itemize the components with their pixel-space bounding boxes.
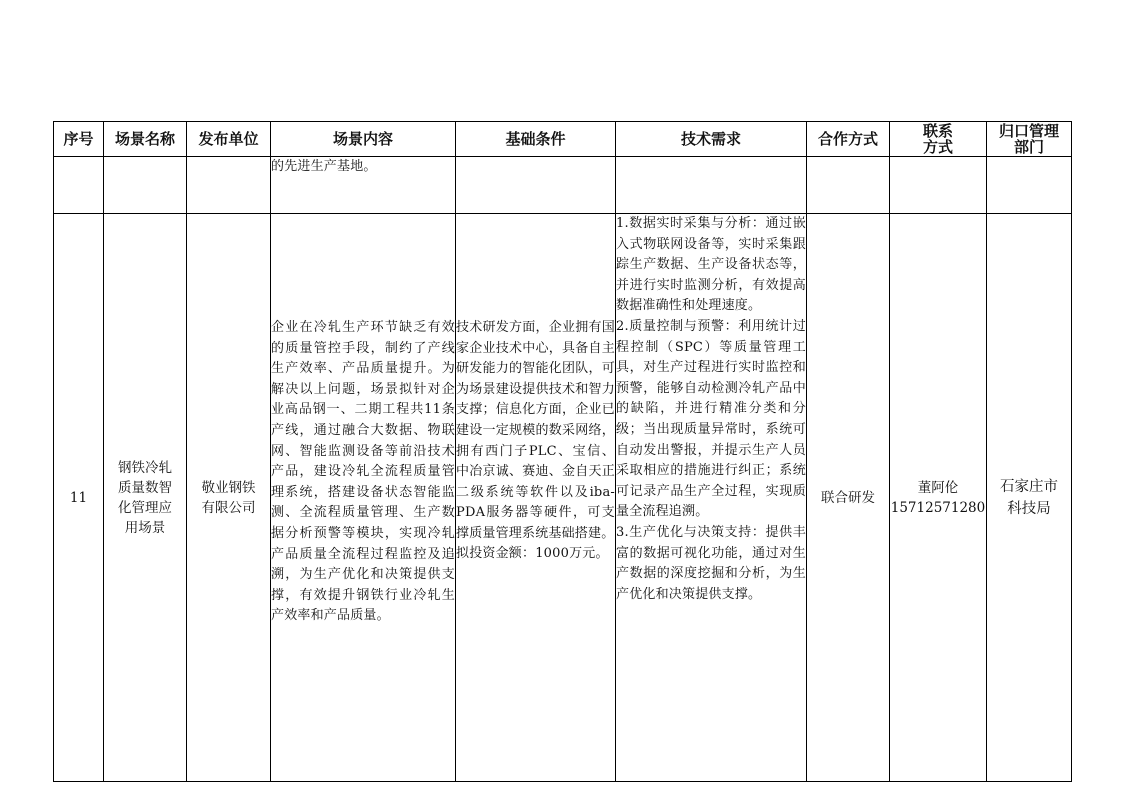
cell-contact: [890, 214, 987, 782]
header-basis: 基础条件: [456, 122, 616, 157]
cell-scene-name: 钢铁冷轧质量数智化管理应用场景: [104, 214, 187, 782]
cell-department: 石家庄市科技局: [987, 214, 1072, 782]
header-contact: 联系方式: [890, 122, 987, 157]
header-row: [54, 122, 1072, 157]
basis-paragraph-1: 技术研发方面，企业拥有国家企业技术中心，具备自主研发能力的智能化团队，可为场景建设提供技术和智力支撑；信息化方面，企业已建设一定规模的数采网络，拥有西门子PLC、宝信、中冶京诚、赛迪、金自天正二级系统等软件以及iba-PDA服务器等硬件，可支撑质量管理系统基础搭建。: [456, 319, 615, 541]
contact-name: 董阿伦: [917, 479, 959, 496]
header-index: 序号: [54, 122, 104, 157]
cell-tech-needs: [616, 214, 807, 782]
cell-index-empty: [54, 157, 104, 214]
cell-tech-needs-empty: [616, 157, 807, 214]
cell-publisher-empty: [187, 157, 271, 214]
tech-need-item-1: 1.数据实时采集与分析：通过嵌入式物联网设备等，实时采集跟踪生产数据、生产设备状态等，并进行实时监测分析，有效提高数据准确性和处理速度。: [616, 216, 806, 314]
scenario-table: [53, 121, 1072, 782]
basis-paragraph-2: 拟投资金额：1000万元。: [456, 546, 609, 562]
tech-need-item-3: 3.生产优化与决策支持：提供丰富的数据可视化功能，通过对生产数据的深度挖掘和分析，为生产优化和决策提供支撑。: [616, 524, 806, 602]
cell-scene-name-empty: [104, 157, 187, 214]
header-department: 归口管理部门: [987, 122, 1072, 157]
header-content: 场景内容: [271, 122, 456, 157]
header-scene-name: 场景名称: [104, 122, 187, 157]
cell-cooperation: 联合研发: [807, 214, 890, 782]
cell-content: 企业在冷轧生产环节缺乏有效的质量管控手段，制约了产线生产效率、产品质量提升。为解决以上问题，场景拟针对企业高品钢一、二期工程共11条产线，通过融合大数据、物联网、智能监测设备等前沿技术产品，建设冷轧全流程质量管理系统，搭建设备状态智能监测、全流程质量管理、生产数据分析预警等模块，实现冷轧产品质量全流程过程监控及追溯，为生产优化和决策提供支撑，有效提升钢铁行业冷轧生产效率和产品质量。: [271, 214, 456, 782]
table-row: [54, 214, 1072, 782]
cell-department-empty: [987, 157, 1072, 214]
table-row-continuation: [54, 157, 1072, 214]
tech-need-item-2: 2.质量控制与预警：利用统计过程控制（SPC）等质量管理工具，对生产过程进行实时监控和预警，能够自动检测冷轧产品中的缺陷，并进行精准分类和分级；当出现质量异常时，系统可自动发出警报，并提示生产人员采取相应的措施进行纠正；系统可记录产品生产全过程，实现质量全流程追溯。: [616, 318, 806, 520]
header-publisher: 发布单位: [187, 122, 271, 157]
cell-cooperation-empty: [807, 157, 890, 214]
cell-basis-empty: [456, 157, 616, 214]
cell-index: 11: [54, 214, 104, 782]
header-cooperation: 合作方式: [807, 122, 890, 157]
cell-publisher: 敬业钢铁有限公司: [187, 214, 271, 782]
cell-content-continuation: 的先进生产基地。: [271, 157, 456, 214]
contact-phone: 15712571280: [890, 499, 986, 516]
cell-contact-empty: [890, 157, 987, 214]
header-tech-needs: 技术需求: [616, 122, 807, 157]
cell-basis: [456, 214, 616, 782]
